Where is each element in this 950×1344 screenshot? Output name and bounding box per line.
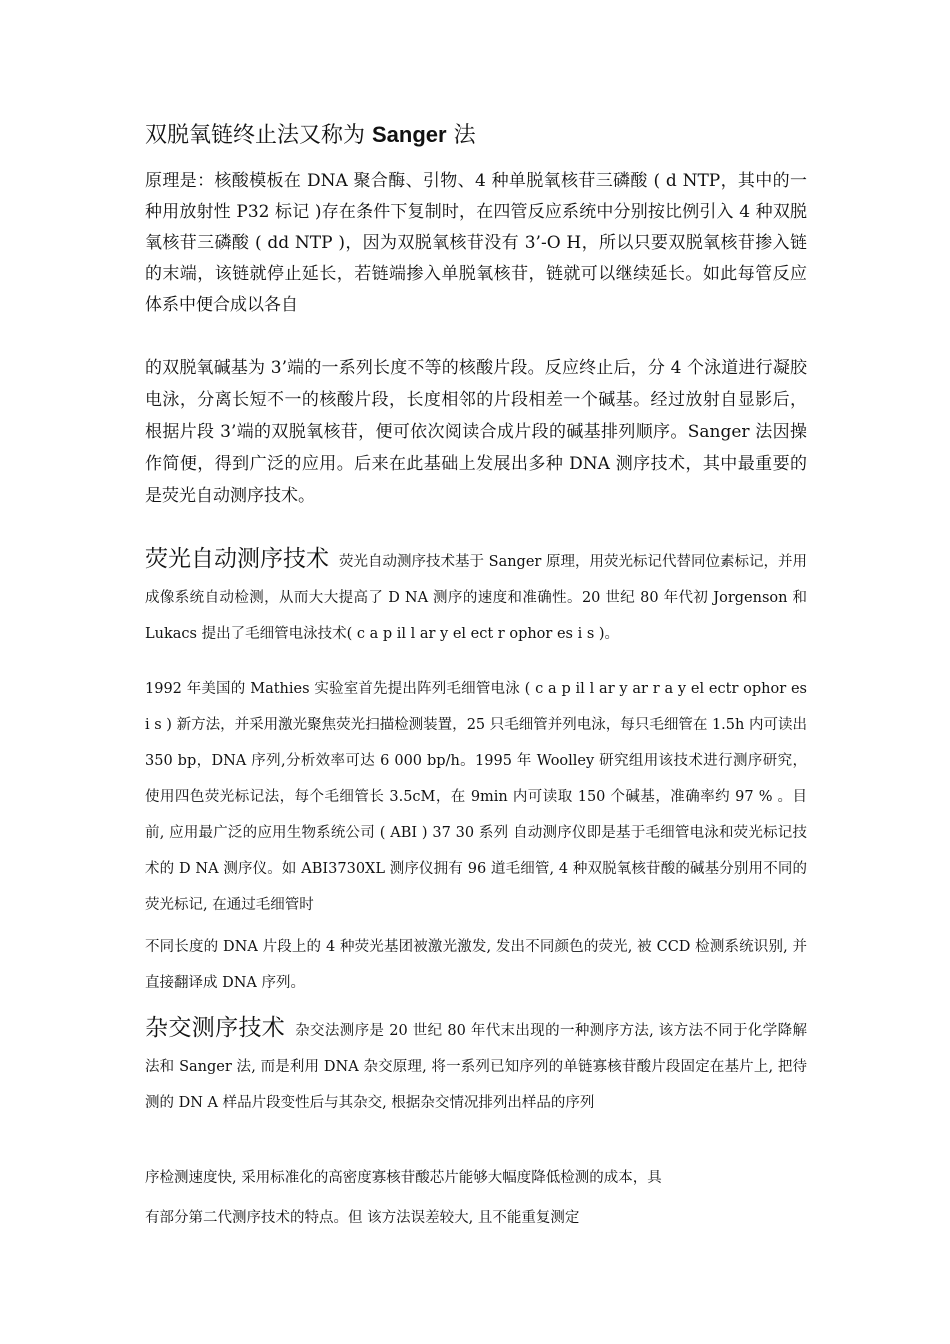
paragraph-fluorescent-text: 荧光自动测序技术基于 Sanger 原理，用荧光标记代替同位素标记，并用成像系统自动检测，从而大大提高了 D NA 测序的速度和准确性。20 世纪 80 年代初 Jorgenson 和 Lukacs 提出了毛细管电泳技术( c a p il l ar y el ect r ophor es i s )。: [145, 554, 807, 642]
paragraph-capillary-array: 1992 年美国的 Mathies 实验室首先提出阵列毛细管电泳 ( c a p il l ar y ar r a y el ectr ophor es i s ) 新方法，并采用激光聚焦荧光扫描检测装置，25 只毛细管并列电泳，每只毛细管在 1.5h 内可读出 350 bp，DNA 序列,分析效率可达 6 000 bp/h。1995 年 Woolley 研究组用该技术进行测序研究，使用四色荧光标记法，每个毛细管长 3.5cM，在 9min 内可读取 150 个碱基，准确率约 97 % 。目前, 应用最广泛的应用生物系统公司 ( ABI ) 37 30 系列 自动测序仪即是基于毛细管电泳和荧光标记技术的 D NA 测序仪。如 ABI3730XL 测序仪拥有 96 道毛细管, 4 种双脱氧核苷酸的碱基分别用不同的荧光标记, 在通过毛细管时: [145, 681, 807, 913]
title-prefix: 双脱氧链终止法又称为: [145, 123, 372, 148]
paragraph-hybridization-speed: 序检测速度快, 采用标准化的高密度寡核苷酸芯片能够大幅度降低检测的成本，具: [145, 1170, 662, 1186]
title-bold: Sanger: [372, 122, 447, 147]
paragraph-hybridization-limits: 有部分第二代测序技术的特点。但 该方法误差较大, 且不能重复测定: [145, 1210, 580, 1226]
paragraph-fluorescent-intro: [145, 541, 807, 652]
paragraph-sanger-electrophoresis: 的双脱氧碱基为 3’端的一系列长度不等的核酸片段。反应终止后，分 4 个泳道进行凝胶电泳，分离长短不一的核酸片段，长度相邻的片段相差一个碱基。经过放射自显影后，根据片段 3’端的双脱氧核苷，便可依次阅读合成片段的碱基排列顺序。Sanger 法因操作简便，得到广泛的应用。后来在此基础上发展出多种 DNA 测序技术，其中最重要的是荧光自动测序技术。: [145, 358, 807, 506]
paragraph-hybridization-intro: [145, 1010, 807, 1121]
document-title: [145, 118, 476, 153]
paragraph-principle: 原理是：核酸模板在 DNA 聚合酶、引物、4 种单脱氧核苷三磷酸 ( d NTP，其中的一种用放射性 P32 标记 )存在条件下复制时，在四管反应系统中分别按比例引入 4 种双脱氧核苷三磷酸 ( dd NTP )，因为双脱氧核苷没有 3’-O H，所以只要双脱氧核苷掺入链的末端，该链就停止延长，若链端掺入单脱氧核苷，链就可以继续延长。如此每管反应体系中便合成以各自: [145, 171, 807, 315]
paragraph-hybridization-text: 杂交法测序是 20 世纪 80 年代末出现的一种测序方法, 该方法不同于化学降解法和 Sanger 法, 而是利用 DNA 杂交原理, 将一系列已知序列的单链寡核苷酸片段固定在基片上, 把待测的 DN A 样品片段变性后与其杂交, 根据杂交情况排列出样品的序列: [145, 1023, 807, 1111]
section-heading-fluorescent: 荧光自动测序技术: [145, 546, 330, 572]
paragraph-ccd-detection: 不同长度的 DNA 片段上的 4 种荧光基团被激光激发, 发出不同颜色的荧光, 被 CCD 检测系统识别, 并直接翻译成 DNA 序列。: [145, 939, 807, 991]
title-suffix: 法: [446, 123, 476, 148]
section-heading-hybridization: 杂交测序技术: [145, 1015, 286, 1041]
